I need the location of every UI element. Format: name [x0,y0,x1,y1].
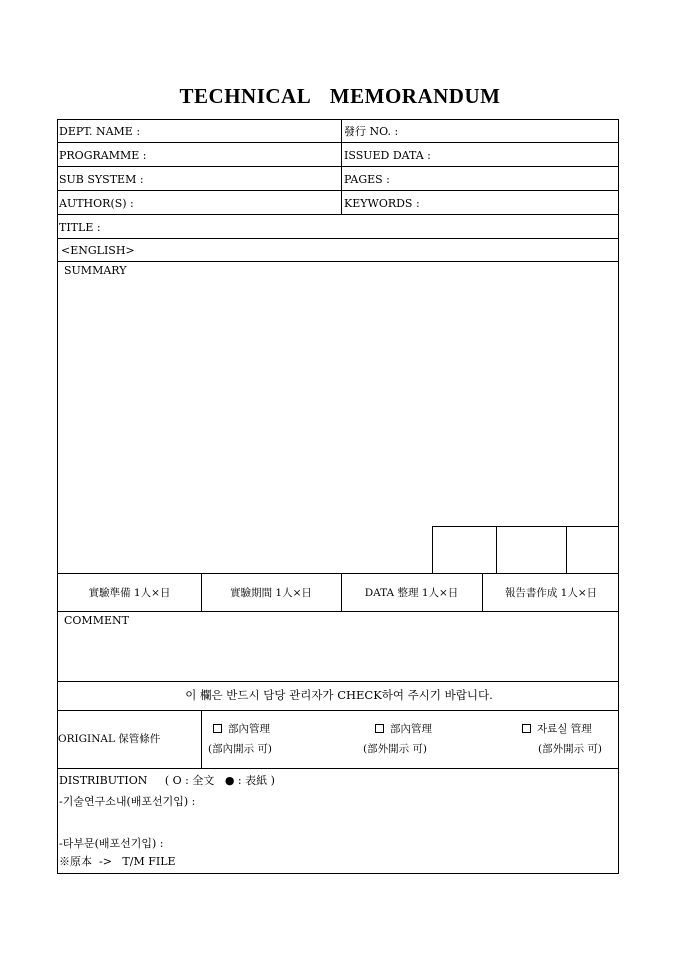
authors-label: AUTHOR(S) : [59,197,134,210]
option-archive[interactable]: 자료실 管理 [522,724,592,735]
time-cell-prep: 實驗準備 1人×日 [88,587,171,599]
english-label: <ENGLISH> [61,244,135,257]
distribution-label: DISTRIBUTION ( O : 全文 ● : 表紙 ) [59,774,275,787]
option-dept-external[interactable]: 部內管理 [375,724,432,735]
programme-label: PROGRAMME : [59,149,147,162]
document-title: TECHNICAL MEMORANDUM [179,84,501,108]
original-file-note: ※原本 -> T/M FILE [59,855,176,868]
summary-label: SUMMARY [64,264,127,277]
keywords-label: KEYWORDS : [344,197,420,210]
option-dept-internal[interactable]: 部內管理 [213,724,270,735]
sub-system-label: SUB SYSTEM : [59,173,144,186]
checkbox-icon [213,724,222,733]
option-dept-external-note: (部外開示 可) [363,743,428,755]
issued-data-label: ISSUED DATA : [344,149,431,162]
comment-label: COMMENT [64,614,129,627]
title-field-label: TITLE : [59,221,101,234]
option-dept-internal-note: (部內開示 可) [208,743,273,755]
checkbox-icon [375,724,384,733]
notice-text: 이 欄은 반드시 담당 관리자가 CHECK하여 주시기 바랍니다. [185,688,493,702]
time-cell-period: 實驗期間 1人×日 [230,587,312,599]
issue-no-label: 發行 NO. : [344,125,399,138]
distribution-internal: -기술연구소내(배포선기입) : [59,795,196,808]
pages-label: PAGES : [344,173,390,186]
original-label: ORIGINAL 保管條件 [58,733,161,745]
option-archive-note: (部外開示 可) [538,743,603,755]
distribution-external: -타부문(배포선기입) : [59,837,164,850]
memo-form [57,119,619,874]
checkbox-icon [522,724,531,733]
time-cell-data: DATA 整理 1人×日 [364,587,459,599]
dept-name-label: DEPT. NAME : [59,125,141,138]
time-cell-report: 報告書作成 1人×日 [504,587,598,599]
